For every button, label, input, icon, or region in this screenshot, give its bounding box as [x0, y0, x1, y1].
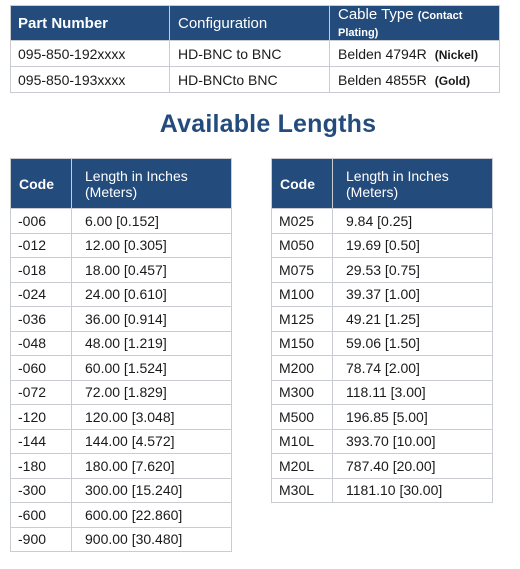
lengths-table-meters — [271, 158, 493, 503]
code-cell: M100 — [272, 282, 333, 307]
contact-plating-note: (Contact Plating) — [338, 10, 463, 39]
table-row — [11, 405, 232, 430]
length-cell: 393.70 [10.00] — [333, 429, 493, 454]
part-number-header: Part Number — [11, 6, 170, 41]
length-header-line1: Length in Inches — [85, 167, 188, 184]
code-cell: -120 — [11, 405, 72, 430]
table-row — [11, 307, 232, 332]
lengths-table-header-row — [272, 159, 493, 209]
code-cell: -180 — [11, 454, 72, 479]
lengths-table-header-row — [11, 159, 232, 209]
table-row — [11, 527, 232, 552]
table-row — [11, 233, 232, 258]
table-row — [11, 258, 232, 283]
code-cell: -144 — [11, 429, 72, 454]
code-cell: M500 — [272, 405, 333, 430]
length-cell: 787.40 [20.00] — [333, 454, 493, 479]
code-cell: M075 — [272, 258, 333, 283]
length-header-line2: (Meters) — [85, 183, 138, 200]
available-lengths-title: Available Lengths — [159, 110, 377, 138]
length-cell: 900.00 [30.480] — [72, 527, 232, 552]
contact-plating-value: (Gold) — [434, 73, 471, 88]
table-row — [11, 331, 232, 356]
code-cell: -900 — [11, 527, 72, 552]
length-cell: 18.00 [0.457] — [72, 258, 232, 283]
length-cell: 6.00 [0.152] — [72, 209, 232, 234]
table-row — [272, 331, 493, 356]
cable-type-cell — [330, 67, 500, 93]
table-row — [272, 405, 493, 430]
table-row — [272, 209, 493, 234]
code-cell: -600 — [11, 503, 72, 528]
length-cell: 300.00 [15.240] — [72, 478, 232, 503]
length-header-line1: Length in Inches — [346, 167, 449, 184]
code-cell: -036 — [11, 307, 72, 332]
table-row — [11, 454, 232, 479]
length-cell: 9.84 [0.25] — [333, 209, 493, 234]
lengths-table-inches — [10, 158, 232, 552]
part-number-table — [10, 5, 500, 93]
length-cell: 39.37 [1.00] — [333, 282, 493, 307]
table-row — [272, 478, 493, 503]
code-cell: M10L — [272, 429, 333, 454]
length-cell: 72.00 [1.829] — [72, 380, 232, 405]
configuration-header: Configuration — [170, 6, 330, 41]
table-row — [11, 282, 232, 307]
table-row — [272, 429, 493, 454]
table-row — [272, 380, 493, 405]
length-cell: 24.00 [0.610] — [72, 282, 232, 307]
code-cell: M150 — [272, 331, 333, 356]
length-cell: 180.00 [7.620] — [72, 454, 232, 479]
length-cell: 78.74 [2.00] — [333, 356, 493, 381]
length-header — [72, 159, 232, 209]
length-cell: 19.69 [0.50] — [333, 233, 493, 258]
part-number-cell: 095-850-193xxxx — [11, 67, 170, 93]
code-cell: -006 — [11, 209, 72, 234]
code-header: Code — [272, 159, 333, 209]
length-header-line2: (Meters) — [346, 183, 399, 200]
code-cell: M20L — [272, 454, 333, 479]
length-cell: 1181.10 [30.00] — [333, 478, 493, 503]
length-cell: 600.00 [22.860] — [72, 503, 232, 528]
code-cell: -024 — [11, 282, 72, 307]
table-row — [11, 429, 232, 454]
table-row — [272, 454, 493, 479]
table-row — [11, 356, 232, 381]
code-header: Code — [11, 159, 72, 209]
code-cell: -018 — [11, 258, 72, 283]
table-row — [11, 41, 500, 67]
length-cell: 59.06 [1.50] — [333, 331, 493, 356]
code-cell: M125 — [272, 307, 333, 332]
code-cell: M025 — [272, 209, 333, 234]
length-cell: 36.00 [0.914] — [72, 307, 232, 332]
table-row — [272, 282, 493, 307]
table-row — [272, 258, 493, 283]
cable-type-value: Belden 4855R — [338, 71, 427, 88]
code-cell: M30L — [272, 478, 333, 503]
code-cell: -072 — [11, 380, 72, 405]
table-row — [272, 307, 493, 332]
table-row — [11, 209, 232, 234]
table-row — [11, 478, 232, 503]
length-cell: 48.00 [1.219] — [72, 331, 232, 356]
length-cell: 29.53 [0.75] — [333, 258, 493, 283]
cable-type-cell — [330, 41, 500, 67]
code-cell: M050 — [272, 233, 333, 258]
part-table-header-row — [11, 6, 500, 41]
code-cell: -300 — [11, 478, 72, 503]
length-cell: 49.21 [1.25] — [333, 307, 493, 332]
part-number-cell: 095-850-192xxxx — [11, 41, 170, 67]
length-cell: 196.85 [5.00] — [333, 405, 493, 430]
length-cell: 144.00 [4.572] — [72, 429, 232, 454]
table-row — [11, 380, 232, 405]
length-cell: 120.00 [3.048] — [72, 405, 232, 430]
table-row — [11, 67, 500, 93]
configuration-cell: HD-BNCto BNC — [170, 67, 330, 93]
cable-type-header-label: Cable Type — [338, 6, 414, 23]
code-cell: M200 — [272, 356, 333, 381]
code-cell: -060 — [11, 356, 72, 381]
cable-type-header — [330, 6, 500, 41]
code-cell: M300 — [272, 380, 333, 405]
length-cell: 118.11 [3.00] — [333, 380, 493, 405]
contact-plating-value: (Nickel) — [434, 47, 479, 62]
length-cell: 12.00 [0.305] — [72, 233, 232, 258]
configuration-cell: HD-BNC to BNC — [170, 41, 330, 67]
length-header — [333, 159, 493, 209]
table-row — [11, 503, 232, 528]
code-cell: -048 — [11, 331, 72, 356]
code-cell: -012 — [11, 233, 72, 258]
table-row — [272, 233, 493, 258]
cable-type-value: Belden 4794R — [338, 45, 427, 62]
length-cell: 60.00 [1.524] — [72, 356, 232, 381]
table-row — [272, 356, 493, 381]
